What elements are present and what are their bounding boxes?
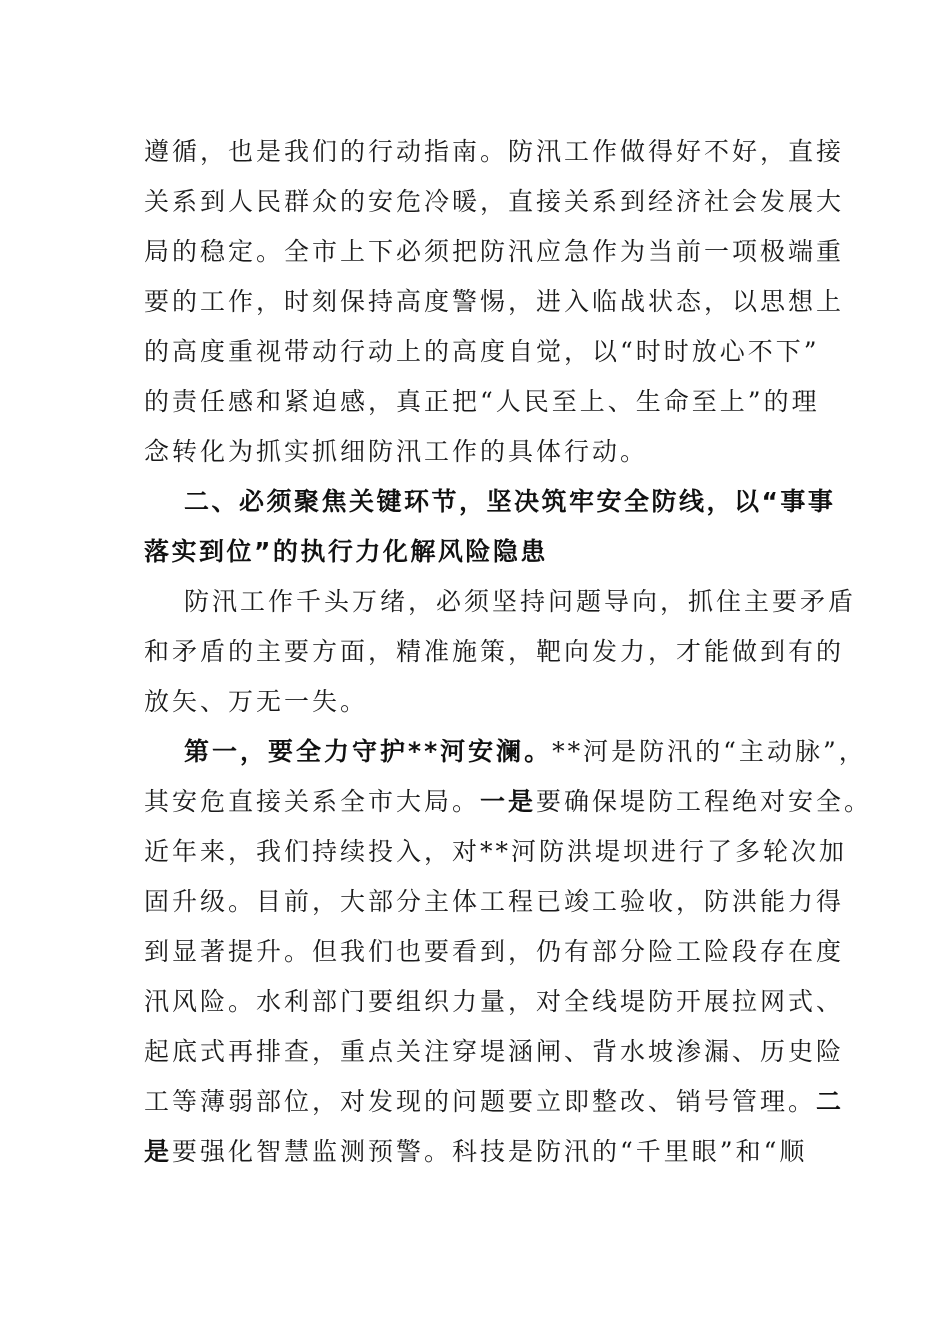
paragraph-line: 防汛工作千头万绪，必须坚持问题导向，抓住主要矛盾 [184,587,857,616]
paragraph-line: 放矢、万无一失。 [144,687,369,716]
line-text: 工等薄弱部位，对发现的问题要立即整改、销号管理。 [144,1087,817,1116]
line-text: **河是防汛的“主动脉”， [552,737,867,766]
heading-line: 二、必须聚焦关键环节，坚决筑牢安全防线，以“事事 [184,487,836,516]
paragraph-line [144,1084,844,1120]
paragraph-line: 的高度重视带动行动上的高度自觉，以“时时放心不下” [144,337,820,366]
paragraph-line: 起底式再排查，重点关注穿堤涵闸、背水坡渗漏、历史险 [144,1037,845,1066]
heading-line: 落实到位”的执行力化解风险隐患 [144,537,548,566]
paragraph-line: 关系到人民群众的安危冷暖，直接关系到经济社会发展大 [144,187,845,216]
paragraph-line: 到显著提升。但我们也要看到，仍有部分险工险段存在度 [144,937,845,966]
paragraph-line: 局的稳定。全市上下必须把防汛应急作为当前一项极端重 [144,237,845,266]
paragraph-line: 念转化为抓实抓细防汛工作的具体行动。 [144,437,649,466]
paragraph-line: 固升级。目前，大部分主体工程已竣工验收，防洪能力得 [144,887,845,916]
paragraph-line: 要的工作，时刻保持高度警惕，进入临战状态，以思想上 [144,287,845,316]
paragraph-line: 的责任感和紧迫感，真正把“人民至上、生命至上”的理 [144,387,820,416]
enumerator-bold-text: 二 [816,1087,845,1116]
paragraph-line: 遵循，也是我们的行动指南。防汛工作做得好不好，直接 [144,137,845,166]
paragraph-line: 近年来，我们持续投入，对**河防洪堤坝进行了多轮次加 [144,837,848,866]
lead-bold-text: 第一，要全力守护**河安澜。 [184,737,553,766]
paragraph-line [144,1134,807,1170]
paragraph-line [184,734,867,770]
line-text: 其安危直接关系全市大局。 [144,787,481,816]
enumerator-bold-text: 一是 [480,787,537,816]
line-text: 要强化智慧监测预警。科技是防汛的“千里眼”和“顺 [172,1137,808,1166]
enumerator-bold-text: 是 [144,1137,173,1166]
paragraph-line: 和矛盾的主要方面，精准施策，靶向发力，才能做到有的 [144,637,845,666]
line-text: 要确保堤防工程绝对安全。 [536,787,873,816]
paragraph-line: 汛风险。水利部门要组织力量，对全线堤防开展拉网式、 [144,987,845,1016]
paragraph-line [144,784,872,820]
